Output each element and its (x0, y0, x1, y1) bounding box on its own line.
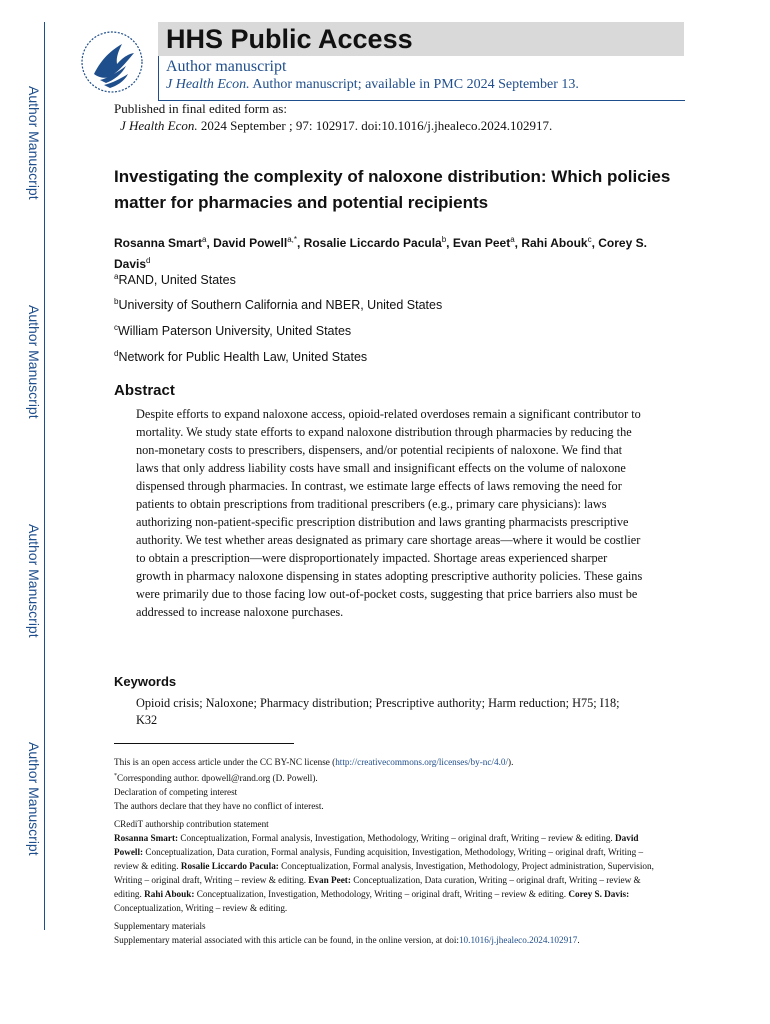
competing-interest-heading: Declaration of competing interest (114, 787, 238, 798)
author-affil-sup: a,* (287, 235, 297, 244)
left-margin-rule (44, 22, 45, 930)
license-note: This is an open access article under the CC BY-NC license (http://creativecommons.org/licenses/by-nc/4.0/). (114, 757, 514, 767)
supplementary-heading: Supplementary materials (114, 921, 206, 932)
author-affil-sup: b (441, 235, 447, 244)
keywords-heading: Keywords (114, 674, 177, 689)
footnotes (114, 755, 664, 947)
published-citation-text: 2024 September ; 97: 102917. doi:10.1016/j.jhealeco.2024.102917. (197, 118, 553, 133)
author-name: David Powell (213, 236, 288, 250)
side-label-author-manuscript: Author Manuscript (26, 524, 42, 638)
abstract-heading: Abstract (114, 382, 175, 399)
author-affil-sup: d (146, 256, 151, 265)
affiliation: $^d$Network for Public Health Law, United States (114, 349, 368, 365)
footnote-divider (114, 743, 294, 744)
author-name: Corey S. Davis (114, 236, 647, 271)
author-manuscript-subtitle: Author manuscript (166, 58, 287, 75)
author-affil-sup: a (510, 235, 515, 244)
hhs-public-access-title: HHS Public Access (166, 24, 413, 54)
journal-availability-line (166, 77, 579, 93)
published-journal: J Health Econ. (120, 118, 198, 133)
corresponding-author-note: *Corresponding author. dpowell@rand.org (D. Powell). (114, 773, 318, 784)
abstract-text: Despite efforts to expand naloxone access, opioid-related overdoses remain a significant contributor to mortality. We study state efforts to expand naloxone distribution through pharmacies by reducing the non-monetary costs to prescribers, dispensers, and/or potential recipients of naloxone. We find that laws that only address liability costs have small and insignificant effects on the volume of naloxone dispensed through pharmacies. In contrast, we estimate large effects of laws removing the need for patients to obtain prescriptions from traditional prescribers (e.g., primary care physicians): laws authorizing non-patient-specific prescription distribution and laws granting pharmacists prescriptive authority. We test whether areas designated as primary care shortage areas—where it would be costlier to obtain a prescription—were disproportionately impacted. Shortage areas experienced sharper growth in pharmacy naloxone dispensing in states adopting prescriptive authority policies. These gains were primarily due to those facing low out-of-pocket costs, suggesting that price barriers also must be addressed to increase naloxone purchases. (136, 407, 643, 619)
side-label-author-manuscript: Author Manuscript (26, 742, 42, 856)
affiliation: $^a$RAND, United States (114, 272, 236, 288)
author-name: Evan Peet (452, 236, 511, 250)
affiliation: $^b$University of Southern California and NBER, United States (114, 297, 443, 313)
article-title: Investigating the complexity of naloxone distribution: Which policies matter for pharmacies and potential recipients (114, 167, 671, 212)
author-list: Rosanna Smart$^a$, David Powell$^{a,*}$, Rosalie Liccardo Pacula$^b$, Evan Peet$^a$, Rahi Abouk$^c$, Corey S. Davis$^d$ (114, 235, 647, 271)
author-name: Rosanna Smart (114, 236, 203, 250)
credit-statement: Rosanna Smart: Conceptualization, Formal analysis, Investigation, Methodology, Writing – original draft, Writing – review & editing. David Powell: Conceptualization, Data curation, Formal analysis, Funding acquisition, Investigation, Methodology, Writing – original draft, Writing – review & editing. Rosalie Liccardo Pacula: Conceptualization, Formal analysis, Investigation, Methodology, Project administration, Supervision, Writing – original draft, Writing – review & editing. Evan Peet: Conceptualization, Data curation, Writing – original draft, Writing – review & editing. Rahi Abouk: Conceptualization, Investigation, Methodology, Writing – original draft, Writing – review & editing. Corey S. Davis: Conceptualization, Writing – review & editing. (114, 833, 654, 914)
journal-abbrev: J Health Econ. (166, 77, 250, 92)
competing-interest-text: The authors declare that they have no conflict of interest. (114, 801, 324, 812)
author-name: Rosalie Liccardo Pacula (303, 236, 442, 250)
author-affil-sup: c (587, 235, 592, 244)
author-affil-sup: a (202, 235, 207, 244)
affiliation: $^c$William Paterson University, United States (114, 323, 352, 339)
license-link[interactable]: http://creativecommons.org/licenses/by-nc/4.0/ (335, 757, 509, 767)
availability-text: Author manuscript; available in PMC 2024 September 13. (249, 77, 579, 92)
published-citation (120, 118, 552, 134)
hhs-eagle-logo-icon (70, 22, 154, 100)
credit-heading: CRediT authorship contribution statement (114, 819, 269, 830)
supplementary-doi-link[interactable]: 10.1016/j.jhealeco.2024.102917 (458, 935, 578, 946)
supplementary-note: Supplementary material associated with this article can be found, in the online version, at doi:10.1016/j.jhealeco.2024.102917. (114, 935, 580, 946)
side-label-author-manuscript: Author Manuscript (26, 305, 42, 419)
keywords-text: Opioid crisis; Naloxone; Pharmacy distribution; Prescriptive authority; Harm reduction; H75; I18; K32 (136, 696, 620, 727)
published-label: Published in final edited form as: (114, 101, 287, 116)
side-label-author-manuscript: Author Manuscript (26, 86, 42, 200)
author-name: Rahi Abouk (521, 236, 588, 250)
